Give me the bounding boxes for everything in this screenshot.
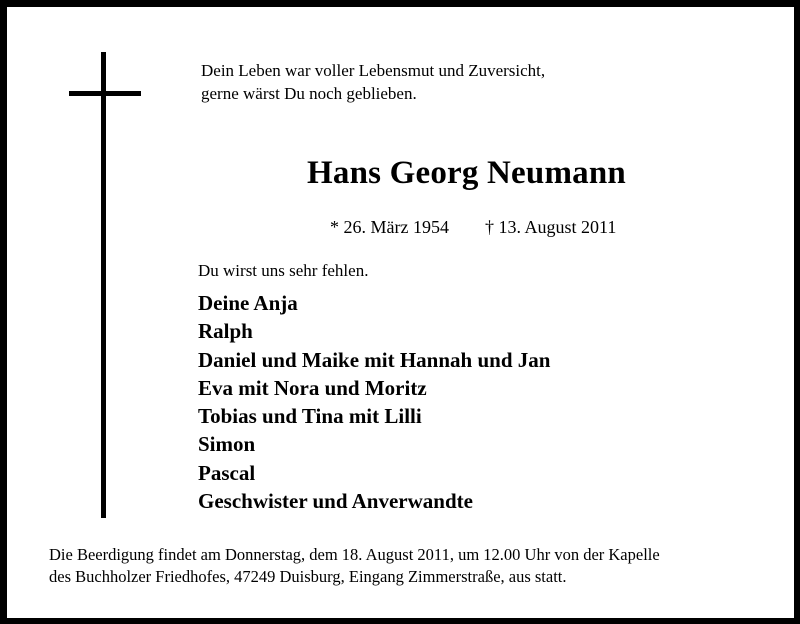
- motto-line: gerne wärst Du noch geblieben.: [201, 84, 417, 103]
- mourner-item: Eva mit Nora und Moritz: [198, 375, 427, 400]
- cross-icon-vertical: [101, 52, 106, 518]
- death-date: † 13. August 2011: [484, 217, 617, 237]
- mourner-item: Geschwister und Anverwandte: [198, 489, 473, 514]
- funeral-notice: [49, 544, 660, 588]
- mourner-item: Daniel und Maike mit Hannah und Jan: [198, 347, 551, 372]
- mourner-item: Pascal: [198, 460, 256, 485]
- funeral-line: des Buchholzer Friedhofes, 47249 Duisburg, Eingang Zimmerstraße, aus statt.: [49, 567, 567, 586]
- cross-icon-horizontal: [69, 91, 141, 96]
- motto-line: Dein Leben war voller Lebensmut und Zuversicht,: [201, 61, 546, 80]
- birth-date: * 26. März 1954: [330, 217, 449, 237]
- life-dates: [330, 217, 616, 238]
- mourner-item: Simon: [198, 432, 256, 457]
- mourners-list: [198, 289, 550, 515]
- mourner-item: Tobias und Tina mit Lilli: [198, 404, 422, 429]
- deceased-name: Hans Georg Neumann: [307, 155, 626, 191]
- mourner-item: Ralph: [198, 319, 253, 344]
- funeral-line: Die Beerdigung findet am Donnerstag, dem 18. August 2011, um 12.00 Uhr von der Kapelle: [49, 545, 660, 564]
- mourner-item: Deine Anja: [198, 291, 298, 315]
- farewell-text: Du wirst uns sehr fehlen.: [198, 261, 369, 280]
- motto: [201, 59, 545, 105]
